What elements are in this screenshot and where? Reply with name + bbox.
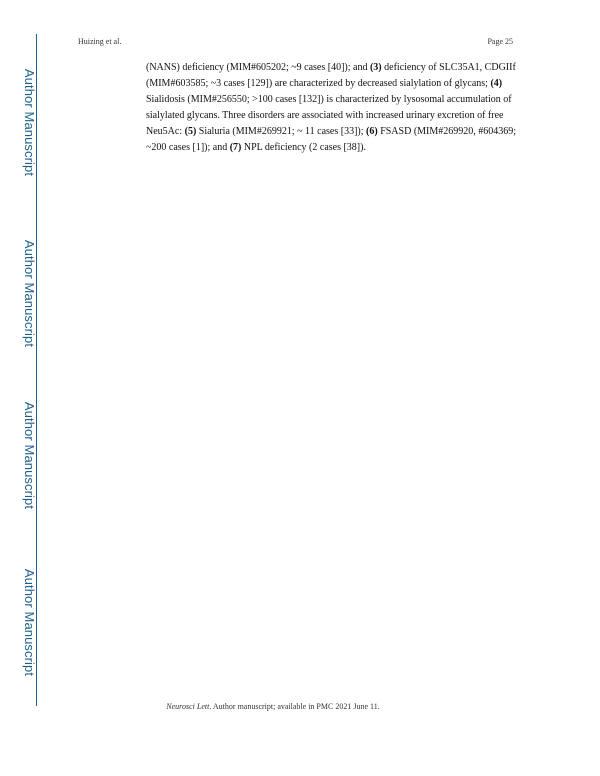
text-run: FSASD (MIM#269920, #604369;	[377, 125, 517, 137]
text-line	[146, 124, 520, 140]
text-run: Neu5Ac:	[146, 125, 185, 137]
text-line	[146, 108, 520, 124]
text-run: (MIM#603585; ~3 cases [129]) are characterized by decreased sialylation of glycans;	[146, 77, 491, 89]
text-run: deficiency of SLC35A1, CDGIIf	[381, 62, 516, 73]
text-line	[146, 60, 520, 76]
bold-item-number: (6)	[366, 125, 378, 137]
footer-citation	[0, 702, 546, 711]
bold-item-number: (3)	[369, 62, 382, 73]
text-line	[146, 92, 520, 108]
journal-name: Neurosci Lett	[166, 702, 210, 711]
side-label-text: Author Manuscript	[22, 568, 38, 676]
page-number: Page 25	[487, 37, 513, 46]
side-label-3	[20, 390, 40, 520]
bold-item-number: (4)	[490, 77, 503, 89]
side-label-text: Author Manuscript	[22, 239, 38, 347]
text-run: NPL deficiency (2 cases [38]).	[241, 141, 366, 153]
bold-item-number: (7)	[229, 141, 242, 153]
text-run: (NANS) deficiency (MIM#605202; ~9 cases [40]); and	[146, 62, 370, 73]
text-run: Sialidosis (MIM#256550; >100 cases [132]) is characterized by lysosomal accumulation of	[146, 93, 512, 105]
text-run: ~200 cases [1]); and	[146, 141, 230, 153]
running-header-authors: Huizing et al.	[78, 37, 122, 46]
side-label-text: Author Manuscript	[22, 68, 38, 176]
side-label-1	[20, 57, 40, 187]
side-label-2	[20, 228, 40, 358]
side-label-text: Author Manuscript	[22, 401, 38, 509]
text-run: Sialuria (MIM#269921; ~ 11 cases [33]);	[196, 125, 367, 137]
side-label-4	[20, 557, 40, 687]
footer-citation-rest: . Author manuscript; available in PMC 2021 June 11.	[209, 702, 380, 711]
text-run: sialylated glycans. Three disorders are associated with increased urinary excretion of free	[146, 109, 504, 121]
text-line	[146, 76, 520, 92]
bold-item-number: (5)	[184, 125, 197, 137]
body-paragraph	[146, 60, 520, 155]
text-line	[146, 140, 520, 156]
